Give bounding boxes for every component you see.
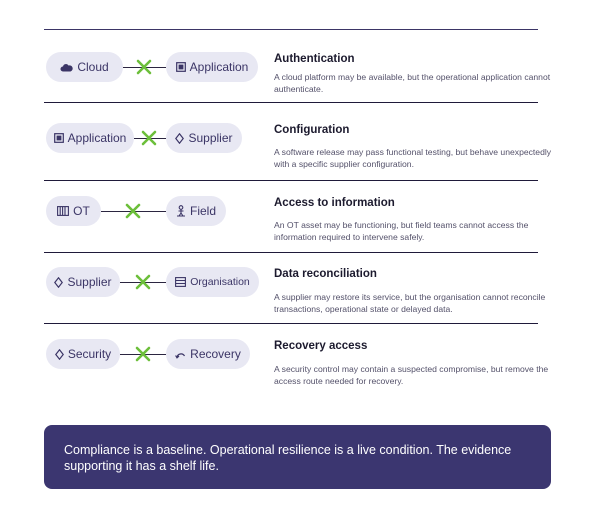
row-description: A supplier may restore its service, but the organisation cannot reconcile transactions, operational state or delayed data. (274, 292, 546, 314)
field-worker-icon (176, 205, 186, 217)
application-icon (54, 133, 64, 143)
node-label: Recovery (190, 347, 241, 361)
ot-icon (57, 206, 69, 216)
break-x-icon (135, 274, 151, 290)
row-title: Configuration (274, 124, 350, 136)
diamond-icon (175, 133, 184, 144)
row-configuration (44, 107, 554, 177)
node-application (46, 123, 134, 153)
break-x-icon (141, 130, 157, 146)
row-description: An OT asset may be functioning, but field teams cannot access the information required to intervene safely. (274, 220, 529, 242)
diamond-icon (54, 277, 63, 288)
break-x-icon (125, 203, 141, 219)
row-description: A security control may contain a suspected compromise, but remove the access route needed for recovery. (274, 364, 549, 386)
node-supplier (46, 267, 120, 297)
row-access-to-information (44, 180, 554, 250)
row-title: Data reconciliation (274, 268, 377, 280)
row-description: A software release may pass functional testing, but behave unexpectedly with a specific supplier configuration. (274, 147, 552, 169)
node-recovery (166, 339, 250, 369)
recovery-icon (175, 350, 186, 359)
row-authentication (44, 36, 554, 106)
node-supplier (166, 123, 242, 153)
node-cloud (46, 52, 123, 82)
node-label: Cloud (77, 60, 109, 74)
node-label: Application (67, 131, 127, 145)
row-description: A cloud platform may be available, but the operational application cannot authenticate. (274, 72, 551, 94)
node-label: Security (67, 347, 112, 361)
node-label: Supplier (188, 131, 233, 145)
row-title: Access to information (274, 197, 395, 209)
node-security (46, 339, 120, 369)
diamond-icon (55, 349, 64, 360)
node-label: OT (73, 204, 90, 218)
callout-text: Compliance is a baseline. Operational resilience is a live condition. The evidence supporting it has a shelf life. (64, 443, 512, 473)
node-field (166, 196, 226, 226)
node-organisation (166, 267, 259, 297)
row-data-reconciliation (44, 252, 554, 322)
node-label: Supplier (67, 275, 112, 289)
organisation-icon (175, 277, 186, 287)
top-divider (44, 29, 538, 30)
node-label: Organisation (190, 276, 250, 288)
break-x-icon (136, 59, 152, 75)
node-label: Field (189, 204, 216, 218)
cloud-icon (60, 63, 73, 72)
break-x-icon (135, 346, 151, 362)
node-label: Application (189, 60, 249, 74)
node-ot (46, 196, 101, 226)
row-title: Authentication (274, 53, 355, 65)
row-recovery-access (44, 323, 554, 393)
row-title: Recovery access (274, 340, 368, 352)
summary-callout (44, 425, 551, 489)
divider (44, 102, 538, 103)
node-application (166, 52, 258, 82)
application-icon (176, 62, 186, 72)
